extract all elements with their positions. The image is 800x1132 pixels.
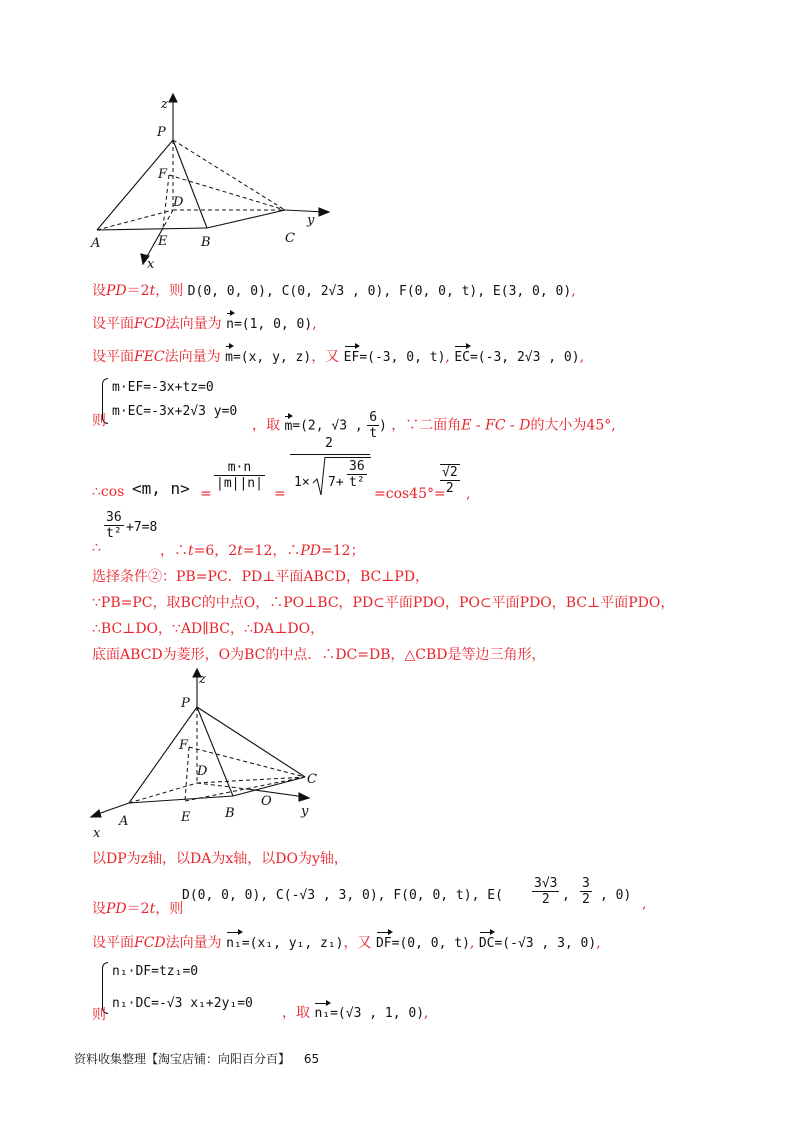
cos-fraction xyxy=(214,460,265,491)
text: , xyxy=(466,486,471,502)
text: t xyxy=(149,283,156,299)
frac-den: 2 xyxy=(541,892,550,907)
fig2-label-B: B xyxy=(225,806,235,821)
fig1-label-y: y xyxy=(307,213,315,228)
vector-m: m xyxy=(225,350,233,365)
text: 法向量为 xyxy=(164,349,221,365)
figure-pyramid-1 xyxy=(85,90,335,275)
cos-angle: <m, n> xyxy=(132,479,190,498)
vector-ec: EC xyxy=(454,350,470,365)
therefore: ∴ xyxy=(92,540,101,556)
text: 法向量为 xyxy=(165,935,222,951)
text: , xyxy=(469,935,475,951)
math: ) xyxy=(379,418,387,434)
cos-den-b: 7+ xyxy=(328,475,344,490)
text: , xyxy=(579,349,585,365)
text: FEC xyxy=(134,349,165,365)
fig2-label-z: z xyxy=(199,672,206,687)
proof-line-3: 底面ABCD为菱形，O为BC的中点．∴DC=DB，△CBD是等边三角形， xyxy=(92,647,546,663)
text: 设平面 xyxy=(92,316,134,332)
text: , xyxy=(642,896,647,912)
math: =(-√3 , 3, 0) xyxy=(494,936,597,951)
text: , xyxy=(596,935,601,951)
frac-num: √2 xyxy=(442,465,458,480)
frac-num: 36 xyxy=(349,459,365,474)
proof-line-1: ∵PB=PC，取BC的中点O，∴PO⊥BC，PD⊂平面PDO，PO⊂平面PDO，BC⊥平面PDO， xyxy=(92,595,675,611)
fraction xyxy=(367,410,379,441)
sqrt-bar xyxy=(325,457,371,458)
frac-bar xyxy=(290,454,370,455)
math: =(x₁, y₁, z₁) xyxy=(241,936,344,951)
fig2-label-D: D xyxy=(197,764,208,779)
eq-fraction xyxy=(104,510,124,541)
fig1-label-D: D xyxy=(173,195,184,210)
text: FCD xyxy=(134,935,166,951)
frac-den: |m||n| xyxy=(216,476,263,491)
text: 的大小为45°, xyxy=(530,417,616,434)
text: PD xyxy=(300,543,322,559)
text: t xyxy=(149,901,156,917)
fig1-label-F: F xyxy=(158,167,168,182)
text: FCD xyxy=(134,316,166,332)
text: , xyxy=(424,1005,429,1021)
text: ，∵二面角 xyxy=(391,417,462,434)
fig2-label-A: A xyxy=(119,814,129,829)
fig1-label-P: P xyxy=(157,125,166,140)
math: =(1, 0, 0) xyxy=(233,317,313,332)
math: =(0, 0, t) xyxy=(391,936,470,951)
frac-3sqrt3-2 xyxy=(532,876,559,907)
text: ，∴ xyxy=(160,543,188,559)
fig2-label-y: y xyxy=(301,804,309,819)
figure-pyramid-2 xyxy=(85,665,335,845)
text: t xyxy=(188,543,194,559)
frac-3-2 xyxy=(580,876,592,907)
system2-row2: n₁·DC=-√3 x₁+2y₁=0 xyxy=(112,996,253,1011)
vector-n1: n₁ xyxy=(314,1006,331,1021)
text: 设 xyxy=(92,901,106,917)
cos45: =cos45°= xyxy=(374,486,446,502)
text: ，取 xyxy=(252,417,280,434)
fig2-label-P: P xyxy=(181,696,190,711)
text: ，取 xyxy=(282,1005,310,1021)
line-normal-fec xyxy=(92,348,584,367)
system1-row2: m·EC=-3x+2√3 y=0 xyxy=(112,404,238,419)
sqrt2-over-2 xyxy=(440,464,460,496)
vector-df: DF xyxy=(375,936,392,951)
condition-2: 选择条件②：PB=PC．PD⊥平面ABCD，BC⊥PD， xyxy=(92,569,430,585)
frac-den: 2 xyxy=(445,481,454,496)
text: PD xyxy=(106,283,127,299)
vector-n1: n₁ xyxy=(226,936,242,951)
vector-dc: DC xyxy=(478,936,495,951)
eq-sign: = xyxy=(274,486,286,502)
system2-row1: n₁·DF=tz₁=0 xyxy=(112,964,199,979)
frac-den: t² xyxy=(349,475,365,490)
text: =6，2 xyxy=(193,543,238,559)
frac-num: 3√3 xyxy=(534,876,558,891)
text: ＝2 xyxy=(126,283,150,299)
fig2-label-O: O xyxy=(261,794,272,809)
cos-label: ∴cos xyxy=(92,484,125,500)
t-result xyxy=(160,540,365,560)
coords-math: D(0, 0, 0), C(0, 2√3 , 0), F(0, 0, t), E(3, 0, 0) xyxy=(187,284,572,299)
text: =12； xyxy=(321,543,365,559)
math: =(√3 , 1, 0) xyxy=(330,1006,425,1021)
eq-rest: +7=8 xyxy=(126,520,158,535)
fig1-label-E: E xyxy=(158,234,168,249)
eq-sign: = xyxy=(200,486,212,502)
cos-num: 2 xyxy=(325,436,333,451)
text: =12，∴ xyxy=(242,543,301,559)
text: E - FC - D xyxy=(461,417,531,434)
math: =(-3, 0, t) xyxy=(359,350,446,365)
proof-line-2: ∴BC⊥DO，∵AD∥BC，∴DA⊥DO， xyxy=(92,621,325,637)
math: =(x, y, z) xyxy=(232,350,312,365)
cos-den-a: 1× xyxy=(294,475,310,490)
sqrt-sign xyxy=(312,455,326,497)
text: ＝2 xyxy=(126,901,150,917)
system2-result xyxy=(282,1002,428,1022)
frac-num: 3 xyxy=(582,876,590,891)
vector-m: m xyxy=(284,418,293,434)
frac-num: m·n xyxy=(214,460,265,476)
text: PD xyxy=(106,901,127,917)
coords-2: D(0, 0, 0), C(-√3 , 3, 0), F(0, 0, t), E( xyxy=(182,888,503,903)
fig1-label-B: B xyxy=(201,235,211,250)
fig1-label-z: z xyxy=(161,97,168,112)
text: 设 xyxy=(92,283,106,299)
text: ，则 xyxy=(155,901,184,917)
fig1-label-C: C xyxy=(285,231,295,246)
frac-den: 2 xyxy=(582,892,590,907)
text: , xyxy=(312,316,317,332)
text: ，又 xyxy=(311,349,340,365)
system1-row1: m·EF=-3x+tz=0 xyxy=(112,380,214,395)
fig2-label-E: E xyxy=(181,810,191,825)
vector-n: n xyxy=(226,317,234,332)
line-normal-fcd xyxy=(92,315,317,334)
axes-line: 以DP为z轴，以DA为x轴，以DO为y轴， xyxy=(92,851,348,867)
line-set-pd xyxy=(92,282,576,301)
fig2-label-C: C xyxy=(307,772,317,787)
fig1-label-A: A xyxy=(91,236,101,251)
fig1-label-x: x xyxy=(147,257,155,272)
page-number: 65 xyxy=(303,1052,320,1066)
math: =(-3, 2√3 , 0) xyxy=(469,350,580,365)
text: 法向量为 xyxy=(165,316,222,332)
comma: , xyxy=(562,888,570,903)
close: , 0) xyxy=(600,888,632,903)
frac-den: t xyxy=(369,426,378,441)
vector-ef: EF xyxy=(343,350,360,365)
text: ，则 xyxy=(155,283,184,299)
line-normal-fcd-2 xyxy=(92,934,601,953)
footer xyxy=(74,1050,319,1067)
footer-label: 资料收集整理【淘宝店铺：向阳百分百】 xyxy=(74,1052,291,1066)
system1-result xyxy=(252,410,616,441)
text: 设平面 xyxy=(92,349,134,365)
text: , xyxy=(445,349,450,365)
line-set-pd-2 xyxy=(92,898,183,918)
text: t xyxy=(237,543,243,559)
fig2-label-x: x xyxy=(93,826,101,841)
text-ze-2: 则 xyxy=(92,1007,106,1023)
frac-den: t² xyxy=(106,526,122,541)
text-ze: 则 xyxy=(92,413,106,429)
text: ，又 xyxy=(343,935,372,951)
text: , xyxy=(571,283,576,299)
fig2-label-F: F xyxy=(179,738,189,753)
frac-num: 36 xyxy=(106,510,122,525)
cos-den-frac xyxy=(347,459,367,490)
frac-num: 6 xyxy=(369,410,378,425)
math: =(2, √3 , xyxy=(292,418,363,434)
text: 设平面 xyxy=(92,935,134,951)
